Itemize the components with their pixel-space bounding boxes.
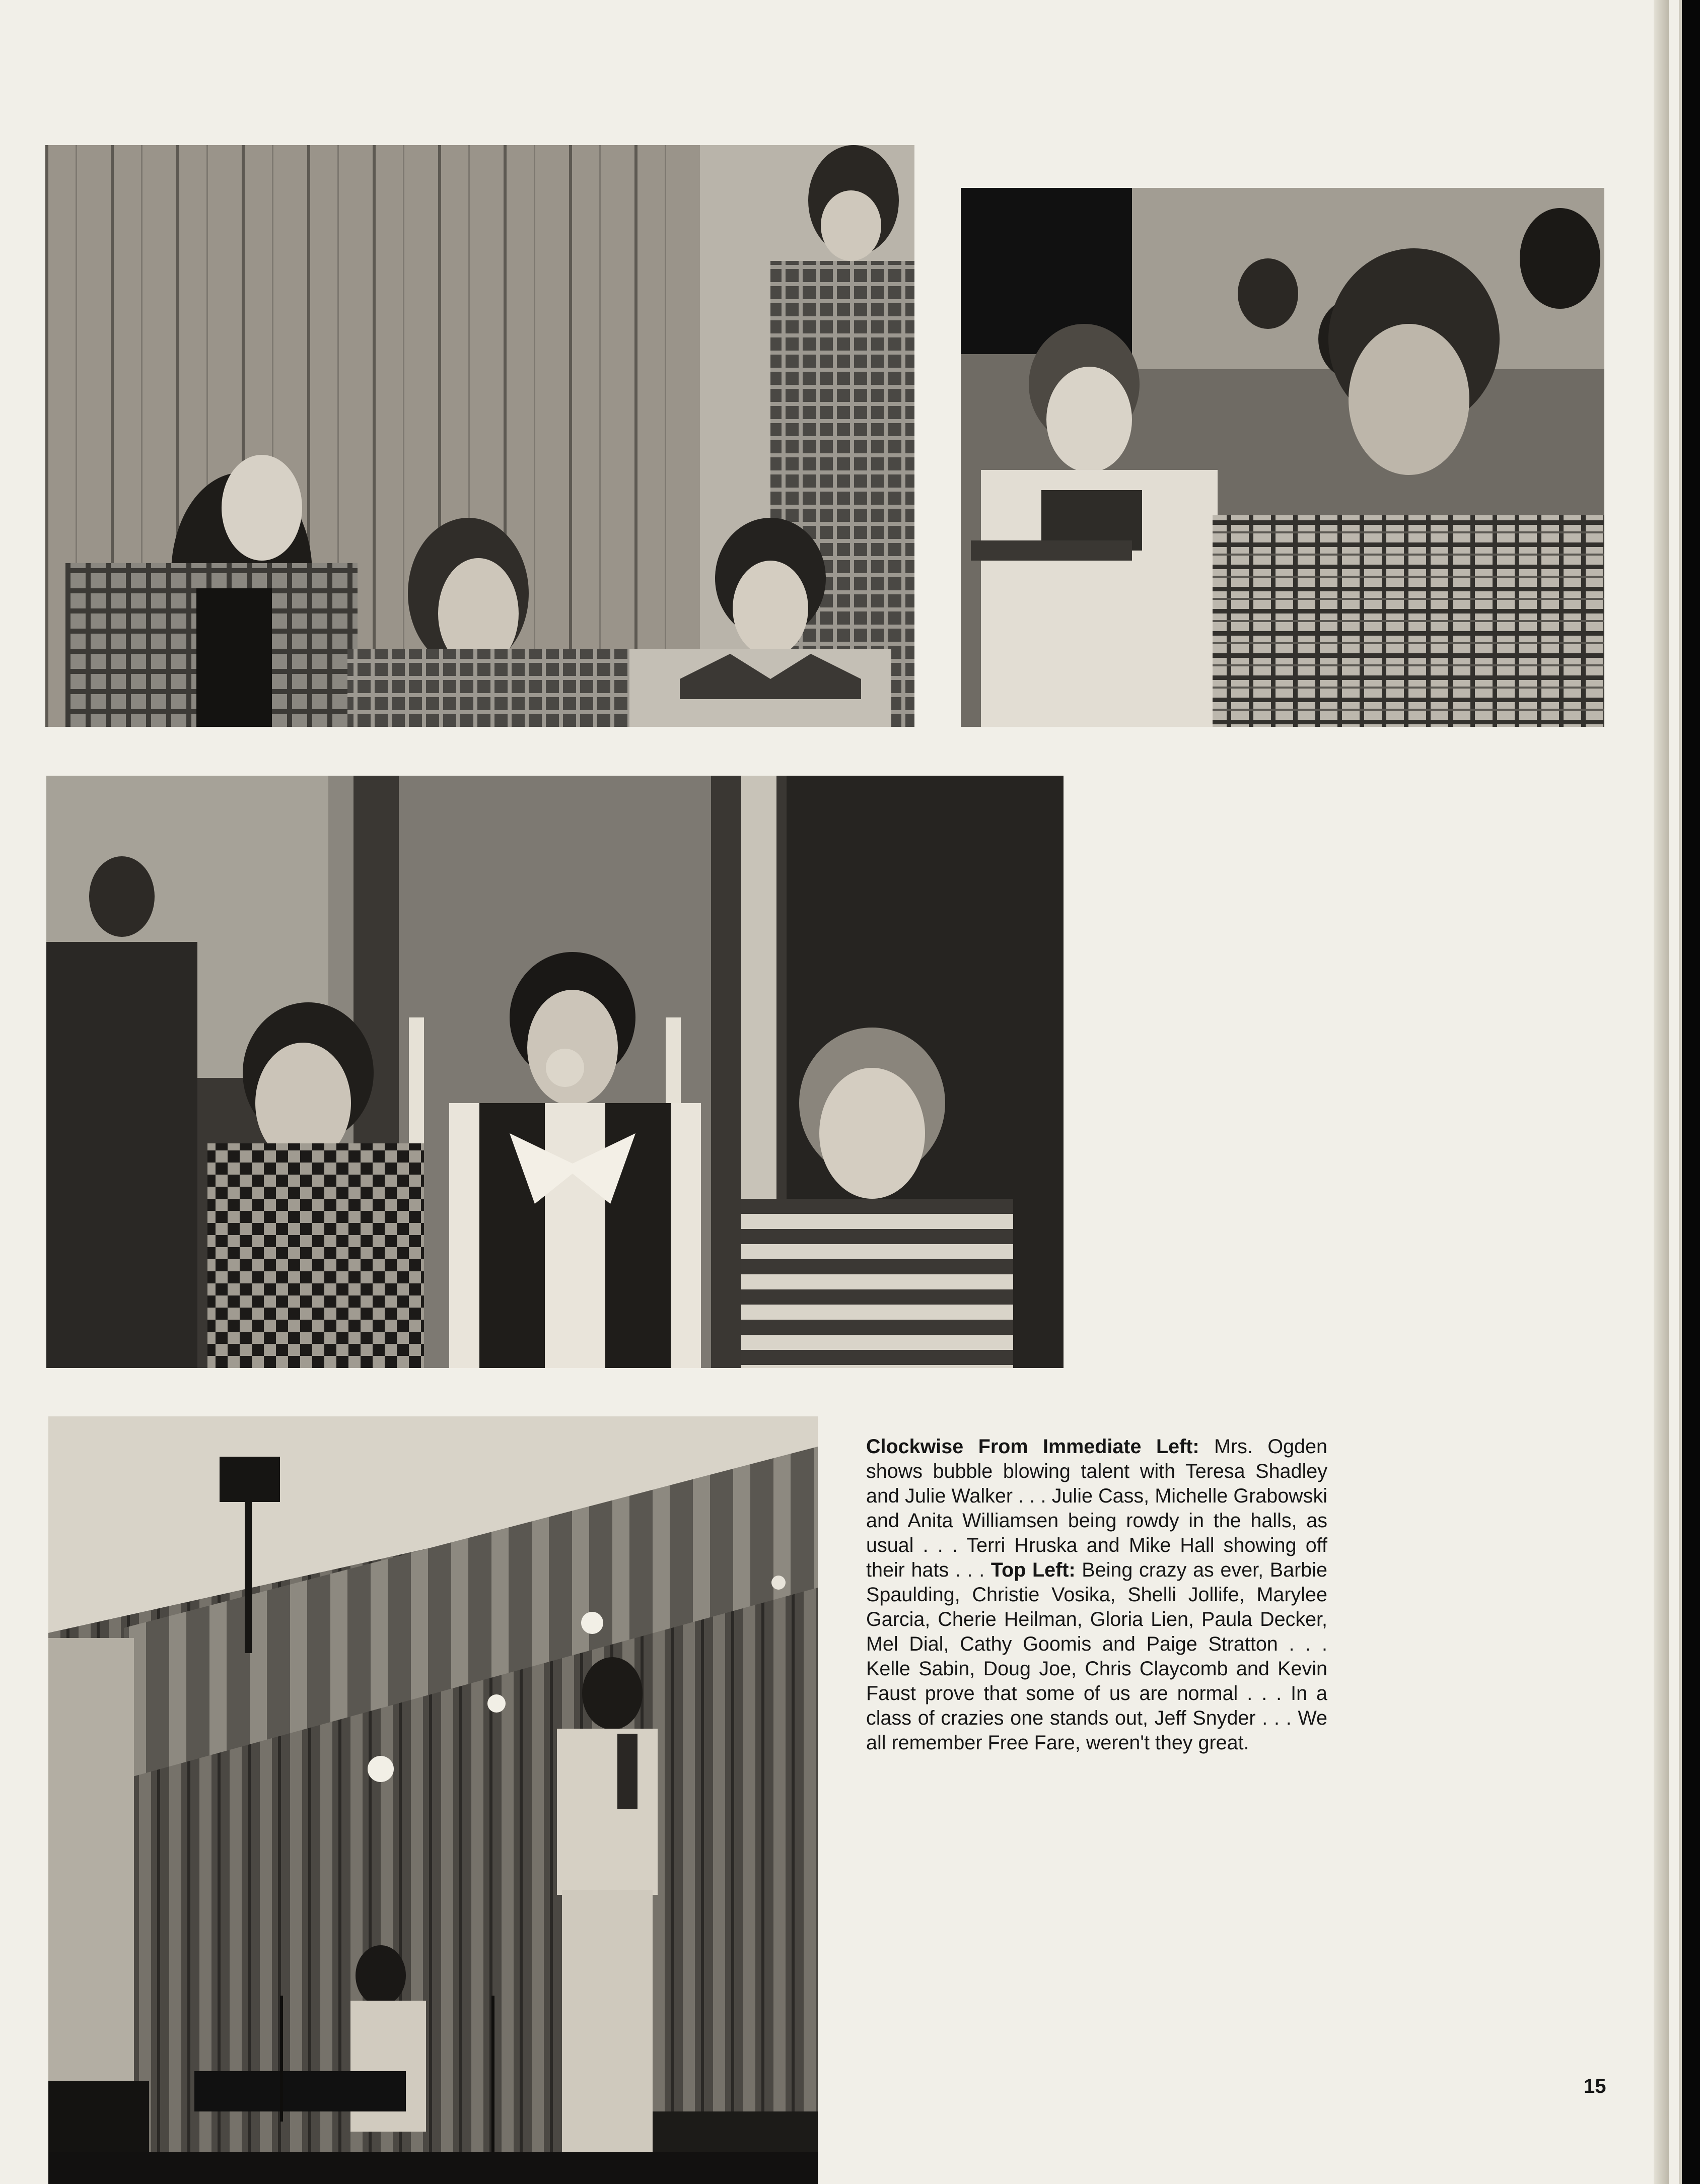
photo-classroom-icon	[961, 188, 1604, 727]
page-number: 15	[1584, 2075, 1606, 2097]
photo-stage-band-icon	[48, 1416, 818, 2184]
photo-middle	[46, 776, 1064, 1368]
caption-text-1: Mrs. Ogden shows bubble blowing talent with Teresa Shadley and Julie Walker . . . Julie Cass, Michelle Grabowski and Anita Williamsen being rowdy in the halls, as usual . . . Terri Hruska and Mike Hall showing off their hats . . .	[866, 1436, 1328, 1581]
caption-heading-clockwise: Clockwise From Immediate Left:	[866, 1436, 1199, 1458]
photo-top-left	[45, 145, 914, 727]
photo-students-panel-icon	[45, 145, 914, 727]
photo-top-right	[961, 188, 1604, 727]
page-edge	[1654, 0, 1669, 2184]
photo-bubble-gum-icon	[46, 776, 1064, 1368]
caption-text-2: Being crazy as ever, Barbie Spaulding, Christie Vosika, Shelli Jollife, Marylee Garcia, Cherie Heilman, Gloria Lien, Paula Decker, Mel Dial, Cathy Goomis and Paige Stratton . . . Kelle Sabin, Doug Joe, Chris Claycomb and Kevin Faust prove that some of us are normal . . . In a class of crazies one stands out, Jeff Snyder . . . We all remember Free Fare, weren't they great.	[866, 1559, 1327, 1754]
photo-caption	[866, 1435, 1327, 1755]
photo-bottom	[48, 1416, 818, 2184]
caption-heading-top-left: Top Left:	[990, 1559, 1076, 1581]
